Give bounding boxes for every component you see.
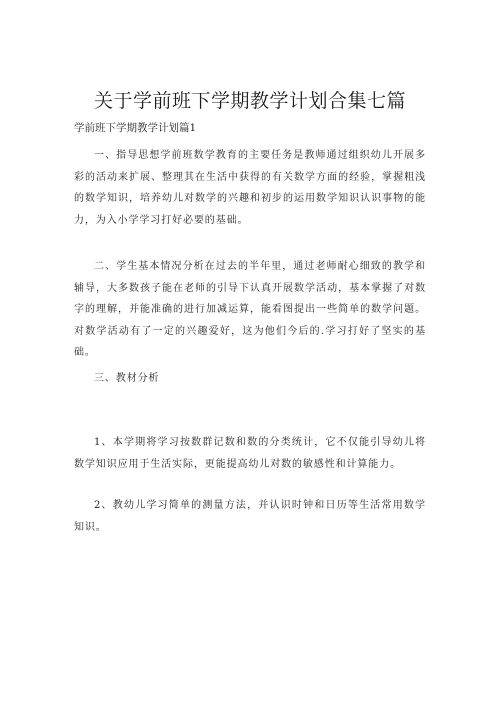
- document-title: 关于学前班下学期教学计划合集七篇: [93, 90, 406, 112]
- paragraph-textbook-analysis-heading: 三、教材分析: [94, 373, 160, 384]
- paragraph-item-2: 2、教幼儿学习简单的测量方法，并认识时钟和日历等生活常用数学知识。: [74, 500, 426, 533]
- paragraph-item-1: 1、本学期将学习按数群记数和数的分类统计，它不仅能引导幼儿将数学知识应用于生活实际，更能提高幼儿对数的敏感性和计算能力。: [74, 437, 426, 470]
- paragraph-student-analysis: 二、学生基本情况分析在过去的半年里，通过老师耐心细致的教学和辅导，大多数孩子能在老师的引导下认真开展数学活动，基本掌握了对数字的理解，并能准确的进行加减运算，能看图提出一些简单的数学问题。对数学活动有了一定的兴趣爱好，这为他们今后的.学习打好了坚实的基础。: [74, 261, 426, 358]
- section-heading: 学前班下学期教学计划篇1: [74, 122, 197, 134]
- paragraph-guiding-ideology: 一、指导思想学前班数学教育的主要任务是教师通过组织幼儿开展多彩的活动来扩展、整理其在生活中获得的有关数学方面的经验，掌握粗浅的数学知识，培养幼儿对数学的兴趣和初步的运用数学知识认识事物的能力，为入小学学习打好必要的基础。: [74, 150, 426, 226]
